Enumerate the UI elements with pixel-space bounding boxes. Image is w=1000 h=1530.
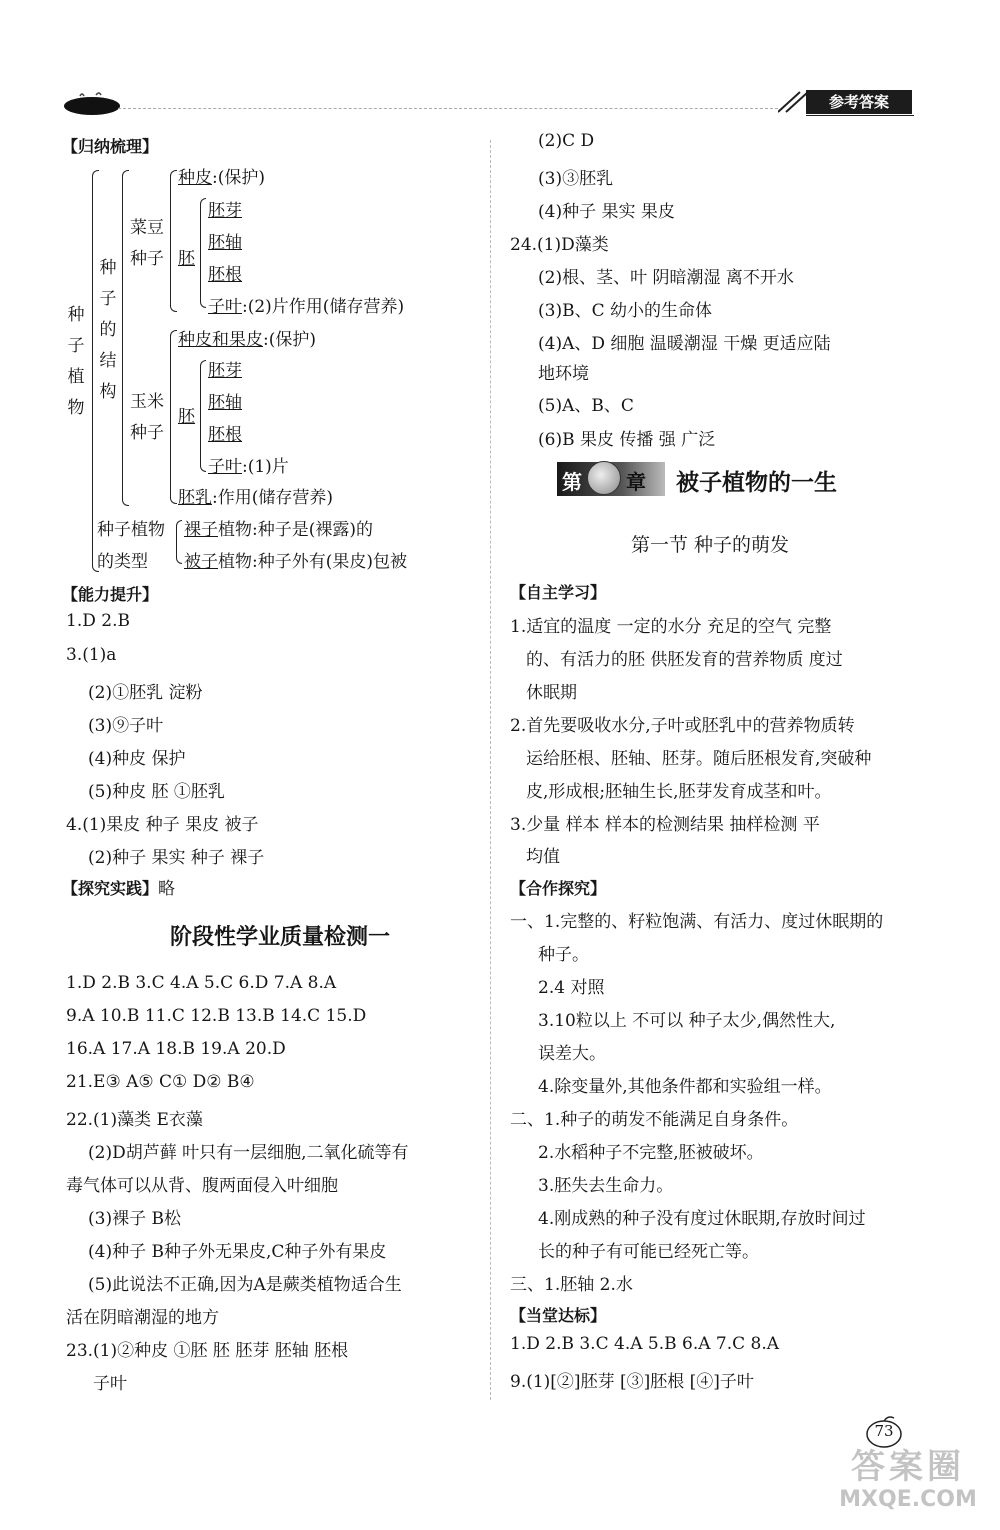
- tree-bean-part: 胚轴: [208, 233, 242, 253]
- watermark-bottom: MXQE.COM: [839, 1487, 977, 1512]
- test-title: 阶段性学业质量检测一: [169, 925, 390, 950]
- answer-line: (2)根、茎、叶 阴暗潮湿 离不开水: [538, 268, 794, 288]
- tree-structure-label: 种子的结构: [99, 258, 117, 402]
- answer-line: 休眠期: [526, 683, 577, 703]
- tree-gymno: 裸子植物:种子是(裸露)的: [184, 520, 373, 540]
- tree-bean-label: 菜豆种子: [130, 218, 164, 269]
- answer-line: 活在阴暗潮湿的地方: [66, 1308, 219, 1328]
- tree-corn-part: 胚根: [208, 425, 242, 445]
- watermark: [828, 1448, 988, 1524]
- tree-bean-embryo: 胚: [178, 249, 195, 269]
- answer-line: 1.适宜的温度 一定的水分 充足的空气 完整: [510, 617, 832, 637]
- tree-bean-part: 胚芽: [208, 201, 242, 221]
- answer-line: 1.D 2.B 3.C 4.A 5.C 6.D 7.A 8.A: [66, 973, 337, 993]
- tree-corn-leaf: 子叶:(1)片: [208, 457, 289, 477]
- answer-line: 2.水稻种子不完整,胚被破坏。: [538, 1143, 764, 1163]
- heading-cooperation: 【合作探究】: [510, 879, 607, 898]
- answer-line: 23.(1)②种皮 ①胚 胚 胚芽 胚轴 胚根: [66, 1341, 349, 1361]
- answer-line: 种子。: [538, 945, 589, 965]
- tree-bean-part: 胚根: [208, 265, 242, 285]
- ornament-icon: [62, 92, 122, 116]
- answer-line: (3)裸子 B松: [88, 1209, 181, 1229]
- heading-self-study: 【自主学习】: [510, 583, 607, 602]
- header-ornament: [62, 92, 122, 116]
- watermark-top: 答案圈: [851, 1447, 965, 1487]
- tree-types-brace: [176, 520, 182, 564]
- answer-line: 4.刚成熟的种子没有度过休眠期,存放时间过: [538, 1209, 866, 1229]
- chapter-suffix: 章: [626, 470, 646, 494]
- chapter-prefix: 第: [562, 470, 582, 494]
- tree-corn-part: 胚轴: [208, 393, 242, 413]
- section-title: 第一节 种子的萌发: [630, 534, 790, 556]
- answer-line: 3.胚失去生命力。: [538, 1176, 674, 1196]
- header-tag-rule: [806, 115, 914, 116]
- answer-line: 二、1.种子的萌发不能满足自身条件。: [510, 1110, 799, 1130]
- answer-line: 4.除变量外,其他条件都和实验组一样。: [538, 1077, 832, 1097]
- page-number: 73: [874, 1422, 894, 1440]
- answer-line: (4)种子 B种子外无果皮,C种子外有果皮: [88, 1242, 387, 1262]
- answer-line: (2)①胚乳 淀粉: [88, 683, 203, 703]
- answer-line: 2.首先要吸收水分,子叶或胚乳中的营养物质转: [510, 716, 855, 736]
- answer-line: 21.E③ A⑤ C① D② B④: [66, 1072, 255, 1092]
- answer-line: 地环境: [538, 364, 589, 384]
- answer-line: 皮,形成根;胚轴生长,胚芽发育成茎和叶。: [526, 782, 832, 802]
- answer-line: 9.A 10.B 11.C 12.B 13.B 14.C 15.D: [66, 1006, 367, 1026]
- tree-bean-embryo-brace: [200, 198, 206, 308]
- answer-line: (3)⑨子叶: [88, 716, 164, 736]
- answer-line: (5)A、B、C: [538, 396, 634, 416]
- tree-corn-part: 胚芽: [208, 361, 242, 381]
- answer-line: (4)A、D 细胞 温暖潮湿 干燥 更适应陆: [538, 334, 831, 354]
- answer-line: 3.少量 样本 样本的检测结果 抽样检测 平: [510, 815, 820, 835]
- answer-line: 2.4 对照: [538, 978, 605, 998]
- answer-line: 3.(1)a: [66, 645, 117, 665]
- answer-line: 4.(1)果皮 种子 果皮 被子: [66, 815, 259, 835]
- heading-in-class: 【当堂达标】: [510, 1306, 607, 1325]
- answer-line: (2)D胡芦藓 叶只有一层细胞,二氧化硫等有: [88, 1143, 409, 1163]
- answer-line: (5)此说法不正确,因为A是蕨类植物适合生: [88, 1275, 402, 1295]
- answer-line: (4)种皮 保护: [88, 749, 186, 769]
- heading-summary: 【归纳梳理】: [62, 137, 159, 156]
- column-divider: [490, 140, 491, 1400]
- answer-line: (4)种子 果实 果皮: [538, 202, 675, 222]
- answer-line: 三、1.胚轴 2.水: [510, 1275, 633, 1295]
- answer-line: 9.(1)[②]胚芽 [③]胚根 [④]子叶: [510, 1372, 754, 1392]
- tree-corn-endosperm: 胚乳:作用(储存营养): [178, 488, 333, 508]
- answer-line: 22.(1)藻类 E衣藻: [66, 1110, 203, 1130]
- tree-bean-leaf: 子叶:(2)片作用(储存营养): [208, 297, 405, 317]
- answer-line: 1.D 2.B: [66, 611, 130, 631]
- answer-line: (6)B 果皮 传播 强 广泛: [538, 430, 716, 450]
- answer-line: 均值: [526, 847, 560, 867]
- answer-line: 1.D 2.B 3.C 4.A 5.B 6.A 7.C 8.A: [510, 1334, 780, 1354]
- answer-line: 毒气体可以从背、腹两面侵入叶细胞: [66, 1176, 338, 1196]
- tree-types-label: 种子植物的类型: [97, 520, 165, 572]
- chapter-number-circle: [587, 461, 621, 495]
- answer-line: 子叶: [93, 1374, 127, 1394]
- heading-ability: 【能力提升】: [62, 585, 159, 604]
- chapter-title: 被子植物的一生: [676, 470, 837, 496]
- header-tag: 参考答案: [806, 90, 912, 114]
- heading-practice: 【探究实践】略: [62, 879, 176, 899]
- tree-corn-embryo-brace: [200, 360, 206, 472]
- answer-line: 误差大。: [538, 1044, 606, 1064]
- answer-line: (3)B、C 幼小的生命体: [538, 301, 712, 321]
- header-tag-slash: [778, 91, 808, 113]
- tree-structure-brace: [122, 170, 129, 506]
- tree-root-label: 种子植物: [67, 305, 85, 418]
- header-rule: [118, 108, 778, 109]
- answer-line: 长的种子有可能已经死亡等。: [538, 1242, 759, 1262]
- answer-line: (5)种皮 胚 ①胚乳: [88, 782, 225, 802]
- answer-line: 运给胚根、胚轴、胚芽。随后胚根发育,突破种: [526, 749, 872, 769]
- answer-line: 3.10粒以上 不可以 种子太少,偶然性大,: [538, 1011, 836, 1031]
- answer-line: 一、1.完整的、籽粒饱满、有活力、度过休眠期的: [510, 912, 884, 932]
- tree-bean-brace: [170, 170, 177, 312]
- answer-line: 的、有活力的胚 供胚发育的营养物质 度过: [526, 650, 843, 670]
- answer-line: 24.(1)D藻类: [510, 235, 609, 255]
- tree-corn-brace: [170, 330, 177, 504]
- tree-bean-coat: 种皮:(保护): [178, 168, 265, 188]
- tree-angio: 被子植物:种子外有(果皮)包被: [184, 552, 407, 572]
- tree-corn-embryo: 胚: [178, 407, 195, 427]
- answer-line: (3)③胚乳: [538, 169, 614, 189]
- tree-corn-label: 玉米种子: [130, 392, 164, 443]
- answer-line: (2)C D: [538, 131, 595, 151]
- answer-line: 16.A 17.A 18.B 19.A 20.D: [66, 1039, 286, 1059]
- tree-corn-coat: 种皮和果皮:(保护): [178, 330, 316, 350]
- answer-line: (2)种子 果实 种子 裸子: [88, 848, 265, 868]
